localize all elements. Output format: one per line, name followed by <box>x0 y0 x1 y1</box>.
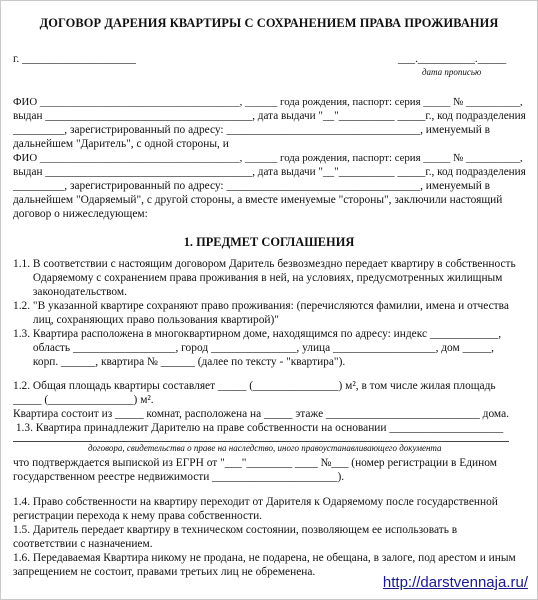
date-caption: дата прописью <box>422 67 482 77</box>
clause-line: 1.6. Передаваемая Квартира никому не продана, не подарена, не обещана, в залоге, под арестом и иным <box>13 552 516 564</box>
basis-blank-line <box>13 441 509 442</box>
clause-line: 1.5. Даритель передает квартиру в техническом состоянии, позволяющем ее использовать в <box>13 524 458 536</box>
parties-line-5: ФИО _____________________________________, ______ года рождения, паспорт: серия _____ № __________, <box>13 152 523 164</box>
parties-line-9: договор о нижеследующем: <box>13 208 148 220</box>
clause-line: регистрации перехода к нему права собственности. <box>13 510 263 522</box>
clause-line: 1.4. Право собственности на квартиру переходит от Дарителя к Одаряемому после государственной <box>13 496 498 508</box>
parties-line-8: дальнейшем "Одаряемый", с другой стороны, а вместе именуемые "стороны", заключили настоящий <box>13 194 503 206</box>
clause-line: соответствии с назначением. <box>13 538 153 550</box>
clause-line: законодательством. <box>13 286 127 298</box>
parties-line-2: выдан _____________________________________, дата выдачи "__"__________ _____г., код подразделения <box>13 110 526 122</box>
parties-line-1: ФИО _____________________________________, ______ года рождения, паспорт: серия _____ № __________, <box>13 96 523 108</box>
clause-line: Квартира состоит из _____ комнат, расположена на _____ этаже ___________________________ дома. <box>13 408 509 420</box>
clause-line: 1.2. Общая площадь квартиры составляет _____ (_______________) м², в том числе жилая площадь <box>13 380 496 392</box>
parties-line-7: _________, зарегистрированный по адресу: __________________________________, именуемый в <box>13 180 491 192</box>
clause-line: Одаряемому с сохранением права проживания в ней, на условиях, предусмотренных жилищным <box>13 272 503 284</box>
clause-line: 1.3. Квартира принадлежит Дарителю на праве собственности на основании ____________________ <box>13 422 504 434</box>
document-title: ДОГОВОР ДАРЕНИЯ КВАРТИРЫ С СОХРАНЕНИЕМ ПРАВА ПРОЖИВАНИЯ <box>39 16 499 30</box>
clause-line: 1.2. "В указанной квартире сохраняют право проживания: (перечисляются фамилии, имена и отчества <box>13 300 509 312</box>
section-title: 1. ПРЕДМЕТ СОГЛАШЕНИЯ <box>183 235 355 249</box>
clause-line: _____ (_______________) м². <box>13 394 154 406</box>
clause-line: запрещением не состоит, правами третьих лиц не обременена. <box>13 566 316 578</box>
city-field: г. ____________________ <box>13 53 136 65</box>
clause-line: область __________________, город _______________, улица __________________, дом _____, <box>13 342 494 354</box>
basis-caption: договора, свидетельства о праве на наследство, иного правоустанавливающего документа <box>88 443 442 453</box>
parties-line-6: выдан _____________________________________, дата выдачи "__"__________ _____г., код подразделения <box>13 166 526 178</box>
parties-line-3: _________, зарегистрированный по адресу: __________________________________, именуемый в <box>13 124 491 136</box>
date-field: ___.__________._____ <box>398 53 507 65</box>
watermark-link[interactable]: http://darstvennaja.ru/ <box>382 574 528 591</box>
clause-line: государственном реестре недвижимости ______________________). <box>13 471 345 483</box>
clause-line: корп. ______, квартира № ______ (далее по тексту - "квартира"). <box>13 356 346 368</box>
clause-line: 1.1. В соответствии с настоящим договором Даритель безвозмездно передает квартиру в собственность <box>13 258 516 270</box>
clause-line: лиц, сохраняющих право пользования квартирой)" <box>13 314 279 326</box>
clause-line: что подтверждается выпиской из ЕГРН от "___"________ ____ №___ (номер регистрации в Едином <box>13 457 497 469</box>
parties-line-4: дальнейшем "Даритель", с одной стороны, и <box>13 138 229 150</box>
clause-line: 1.3. Квартира расположена в многоквартирном доме, находящимся по адресу: индекс ____________, <box>13 328 502 340</box>
